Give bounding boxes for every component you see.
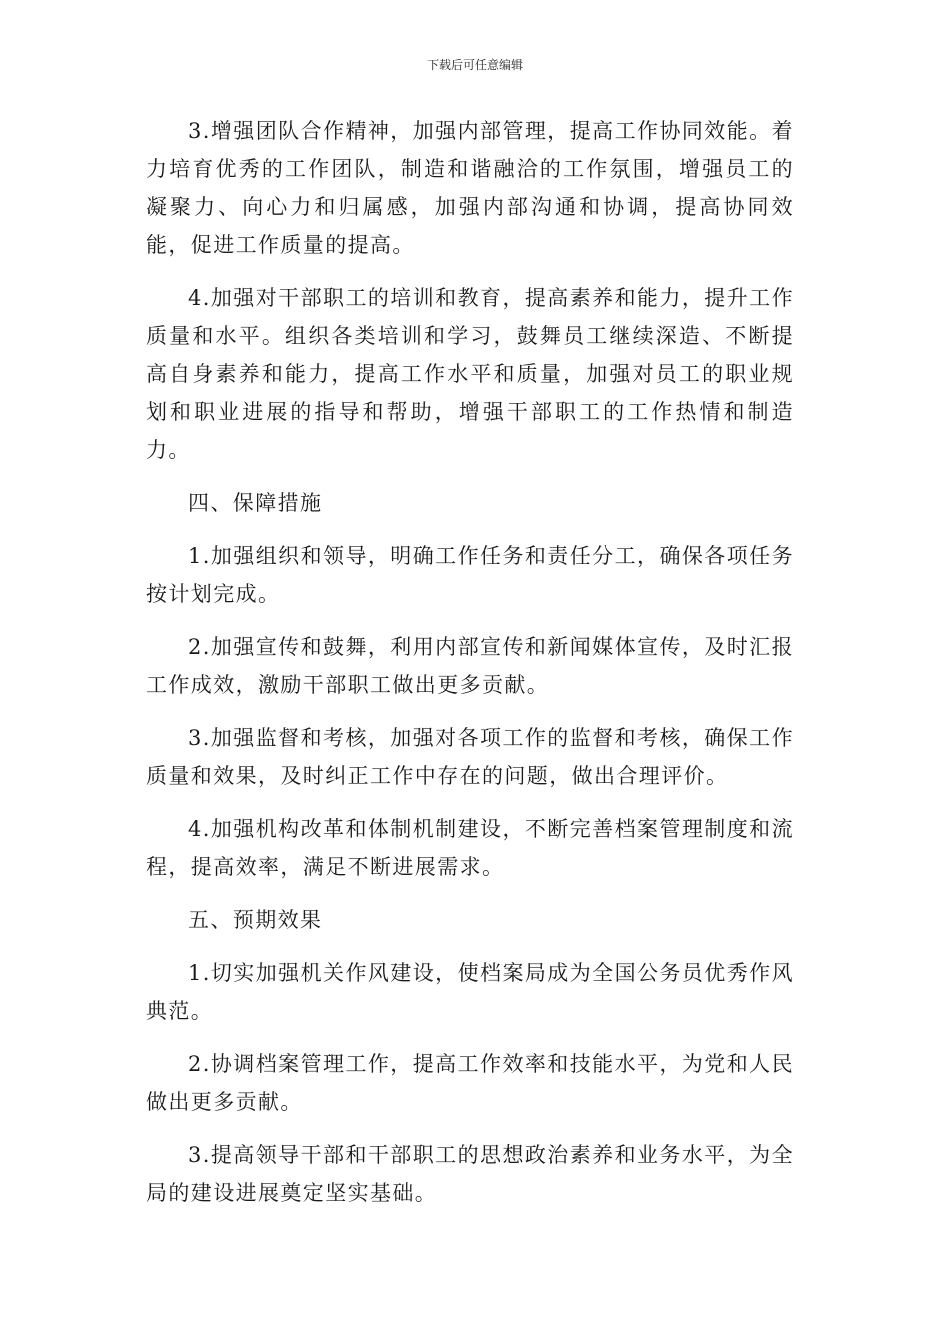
paragraph-safeguard-2: 2.加强宣传和鼓舞，利用内部宣传和新闻媒体宣传，及时汇报工作成效，激励干部职工做出更多贡献。 bbox=[146, 635, 794, 697]
paragraph-result-2: 2.协调档案管理工作，提高工作效率和技能水平，为党和人民做出更多贡献。 bbox=[146, 1052, 794, 1114]
paragraph-3-teamwork: 3.增强团队合作精神，加强内部管理，提高工作协同效能。着力培育优秀的工作团队，制造和谐融洽的工作氛围，增强员工的凝聚力、向心力和归属感，加强内部沟通和协调，提高协同效能，促进工作质量的提高。 bbox=[146, 119, 794, 257]
section-heading-safeguards: 四、保障措施 bbox=[188, 491, 323, 515]
paragraph-4-training: 4.加强对干部职工的培训和教育，提高素养和能力，提升工作质量和水平。组织各类培训和学习，鼓舞员工继续深造、不断提高自身素养和能力，提高工作水平和质量，加强对员工的职业规划和职业进展的指导和帮助，增强干部职工的工作热情和制造力。 bbox=[146, 286, 794, 462]
paragraph-result-3: 3.提高领导干部和干部职工的思想政治素养和业务水平，为全局的建设进展奠定坚实基础。 bbox=[146, 1143, 794, 1205]
section-heading-expected-results: 五、预期效果 bbox=[188, 908, 323, 932]
paragraph-safeguard-3: 3.加强监督和考核，加强对各项工作的监督和考核，确保工作质量和效果，及时纠正工作中存在的问题，做出合理评价。 bbox=[146, 726, 794, 788]
page-header: 下载后可任意编辑 bbox=[426, 58, 523, 72]
paragraph-result-1: 1.切实加强机关作风建设，使档案局成为全国公务员优秀作风典范。 bbox=[146, 961, 794, 1023]
paragraph-safeguard-4: 4.加强机构改革和体制机制建设，不断完善档案管理制度和流程，提高效率，满足不断进展需求。 bbox=[146, 817, 794, 879]
document-body bbox=[146, 112, 794, 1227]
paragraph-safeguard-1: 1.加强组织和领导，明确工作任务和责任分工，确保各项任务按计划完成。 bbox=[146, 544, 794, 606]
